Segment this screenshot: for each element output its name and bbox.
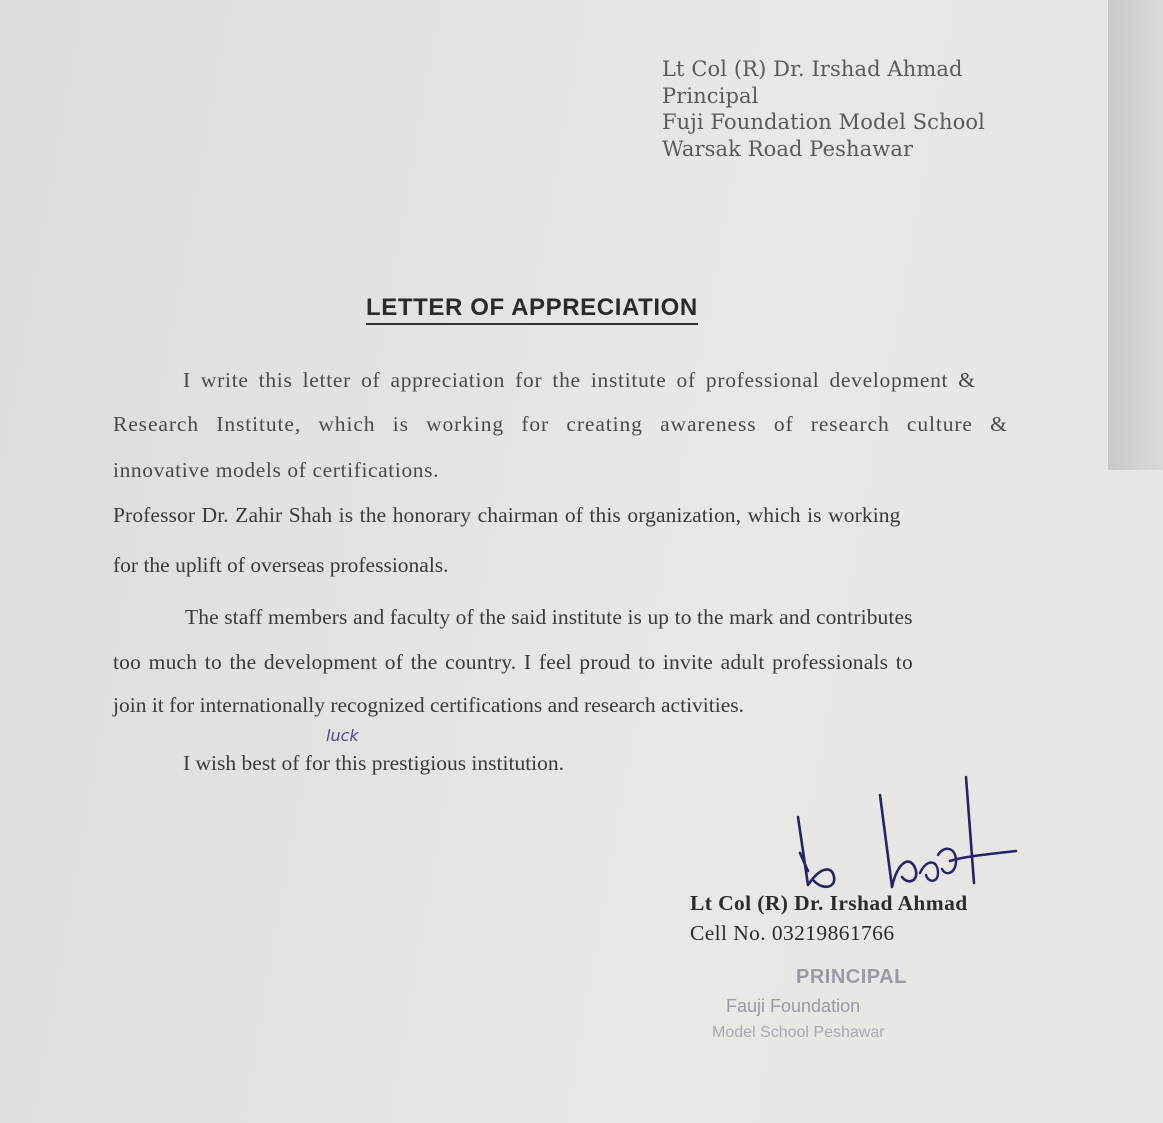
principal-stamp xyxy=(706,966,946,1056)
paragraph-2-line-2: for the uplift of overseas professionals. xyxy=(113,553,449,577)
paragraph-2-line-1: Professor Dr. Zahir Shah is the honorary chairman of this organization, which is working xyxy=(113,503,901,527)
paragraph-1-line-3: innovative models of certifications. xyxy=(113,458,440,482)
sender-name: Lt Col (R) Dr. Irshad Ahmad xyxy=(662,57,963,81)
paragraph-3-line-3: join it for internationally recognized certifications and research activities. xyxy=(113,693,745,717)
signatory-block xyxy=(690,891,968,946)
paper-edge-shadow xyxy=(1108,0,1163,470)
sender-title: Principal xyxy=(662,83,759,108)
paragraph-3-line-2: too much to the development of the country. I feel proud to invite adult professionals to xyxy=(113,650,913,674)
signatory-cell: Cell No. 03219861766 xyxy=(690,921,895,945)
handwritten-insert: luck xyxy=(326,726,359,745)
paragraph-3-line-1: The staff members and faculty of the said institute is up to the mark and contributes xyxy=(185,605,913,629)
paragraph-1-line-1: I write this letter of appreciation for the institute of professional development & xyxy=(183,368,976,392)
sender-location: Warsak Road Peshawar xyxy=(662,136,914,161)
stamp-line-3: Model School Peshawar xyxy=(712,1024,885,1041)
signatory-name: Lt Col (R) Dr. Irshad Ahmad xyxy=(690,891,968,915)
stamp-line-1: PRINCIPAL xyxy=(796,966,907,988)
letter-title: LETTER OF APPRECIATION xyxy=(366,294,698,325)
sender-school: Fuji Foundation Model School xyxy=(662,110,985,134)
sender-address xyxy=(662,56,985,162)
closing-line: I wish best of for this prestigious institution. xyxy=(183,751,565,775)
stamp-line-2: Fauji Foundation xyxy=(726,996,861,1016)
handwritten-signature xyxy=(780,775,1030,895)
paragraph-1-line-2: Research Institute, which is working for creating awareness of research culture & xyxy=(113,412,1008,436)
